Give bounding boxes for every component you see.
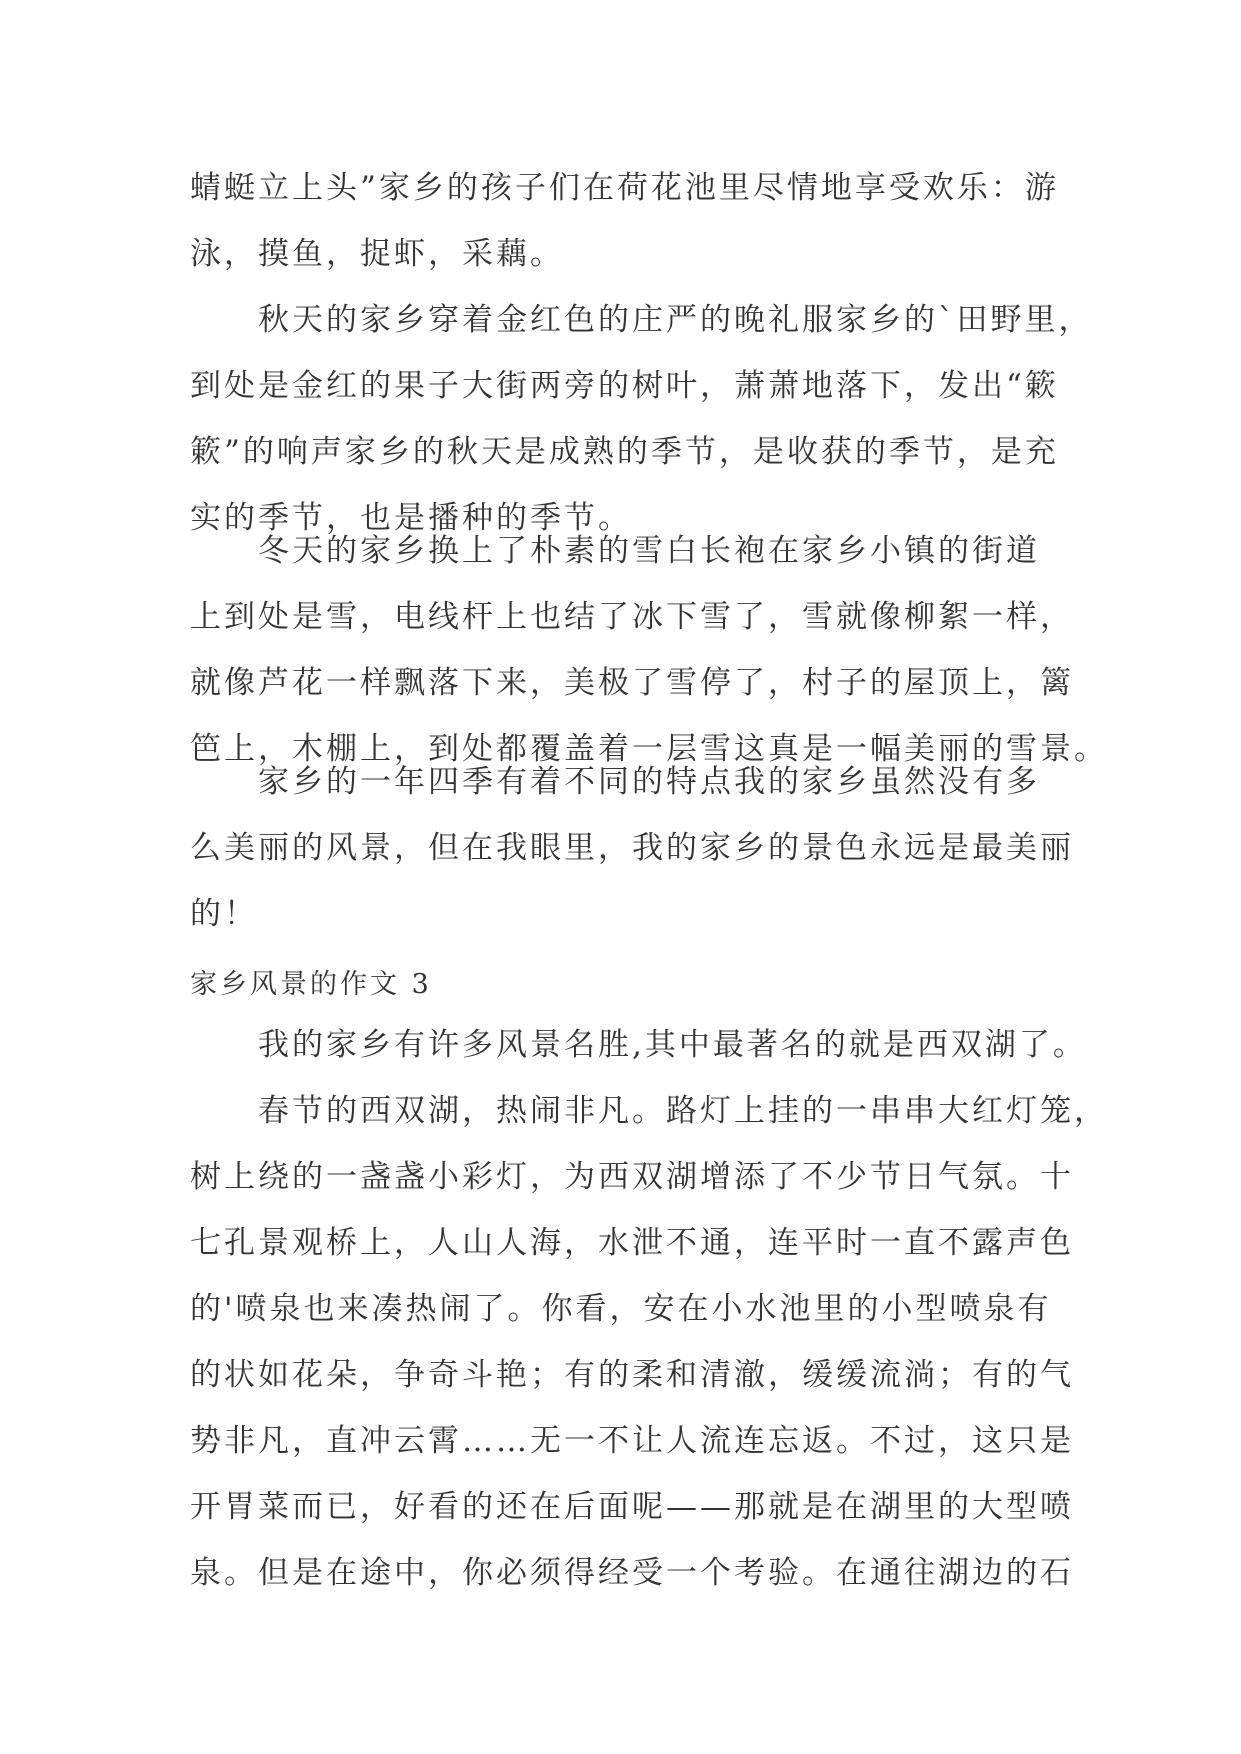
paragraph-intro [190,1012,1087,1078]
text-line: 上到处是雪，电线杆上也结了冰下雪了，雪就像柳絮一样， [190,599,1074,635]
section-heading: 家乡风景的作文 3 [190,969,432,1000]
paragraph-conclusion [190,749,1074,947]
text-line: 泳，摸鱼，捉虾，采藕。 [190,236,564,272]
paragraph-winter [190,518,1108,782]
text-line: 春节的西双湖，热闹非凡。路灯上挂的一串串大红灯笼， [258,1093,1108,1129]
text-line: 泉。但是在途中，你必须得经受一个考验。在通往湖边的石 [190,1555,1074,1591]
text-line: 的'喷泉也来凑热闹了。你看，安在小水池里的小型喷泉有 [190,1291,1052,1327]
text-line: 的状如花朵，争奇斗艳；有的柔和清澈，缓缓流淌；有的气 [190,1357,1074,1393]
paragraph-spring-festival [190,1078,1108,1606]
text-line: 的！ [190,896,258,932]
text-line: 势非凡，直冲云霄……无一不让人流连忘返。不过，这只是 [190,1423,1074,1459]
text-line: 家乡的一年四季有着不同的特点我的家乡虽然没有多 [258,764,1040,800]
text-line: 蜻蜓立上头”家乡的孩子们在荷花池里尽情地享受欢乐：游 [190,170,1059,206]
paragraph-summer-end [190,155,1070,287]
text-line: 树上绕的一盏盏小彩灯，为西双湖增添了不少节日气氛。十 [190,1159,1074,1195]
text-line: 到处是金红的果子大街两旁的树叶，萧萧地落下，发出“簌 [190,368,1059,404]
text-line: 冬天的家乡换上了朴素的雪白长袍在家乡小镇的街道 [258,533,1040,569]
paragraph-autumn [190,287,1093,551]
text-line: 开胃菜而已，好看的还在后面呢——那就是在湖里的大型喷 [190,1489,1074,1525]
text-line: 就像芦花一样飘落下来，美极了雪停了，村子的屋顶上，篱 [190,665,1074,701]
text-line: 么美丽的风景，但在我眼里，我的家乡的景色永远是最美丽 [190,830,1074,866]
text-line: 秋天的家乡穿着金红色的庄严的晚礼服家乡的`田野里， [258,302,1093,338]
text-line: 七孔景观桥上，人山人海，水泄不通，连平时一直不露声色 [190,1225,1074,1261]
text-line: 我的家乡有许多风景名胜,其中最著名的就是西双湖了。 [258,1027,1087,1063]
text-line: 实的季节，也是播种的季节。 [190,500,632,536]
text-line: 笆上，木棚上，到处都覆盖着一层雪这真是一幅美丽的雪景。 [190,731,1108,767]
text-line: 簌”的响声家乡的秋天是成熟的季节，是收获的季节，是充 [190,434,1059,470]
